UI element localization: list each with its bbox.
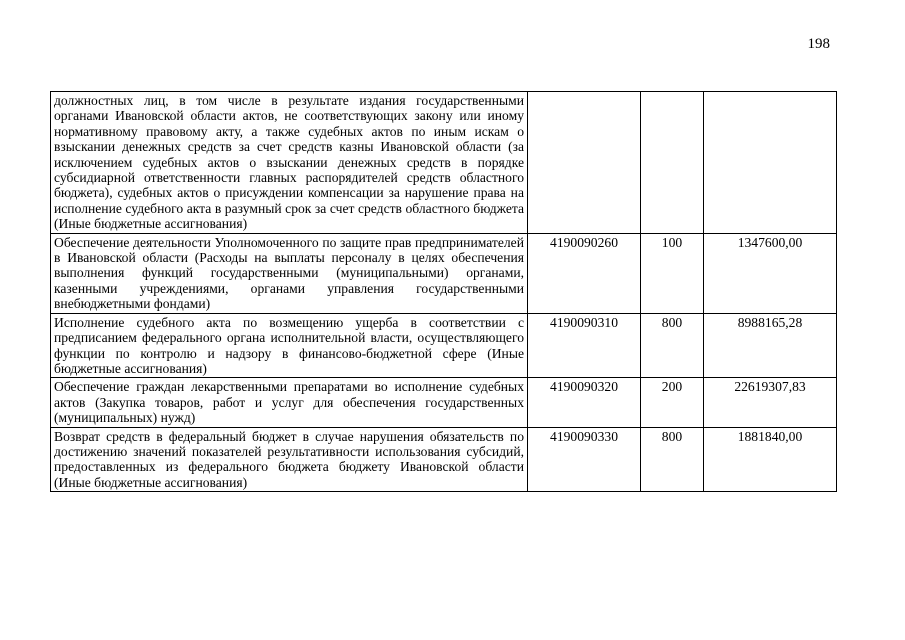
row-amount: 1881840,00 — [704, 427, 837, 492]
row-target-code: 4190090330 — [528, 427, 641, 492]
row-target-code: 4190090320 — [528, 378, 641, 427]
row-description: Обеспечение граждан лекарственными препаратами во исполнение судебных актов (Закупка товаров, работ и услуг для обеспечения государственных (муниципальных) нужд) — [51, 378, 528, 427]
table-row — [51, 92, 837, 234]
row-target-code — [528, 92, 641, 234]
row-description: должностных лиц, в том числе в результате издания государственными органами Ивановской области актов, не соответствующих закону или иному нормативному правовому акту, а также судебных актов по иным искам о взыскании денежных средств за счет средств казны Ивановской области (за исключением судебных актов о взыскании денежных средств в порядке субсидиарной ответственности главных распорядителей средств областного бюджета), судебных актов о присуждении компенсации за нарушение права на исполнение судебного акта в разумный срок за счет средств областного бюджета (Иные бюджетные ассигнования) — [51, 92, 528, 234]
row-description: Исполнение судебного акта по возмещению ущерба в соответствии с предписанием федерального органа исполнительной власти, осуществляющего функции по контролю и надзору в финансово-бюджетной сфере (Иные бюджетные ассигнования) — [51, 313, 528, 378]
table-row — [51, 427, 837, 492]
table-row — [51, 378, 837, 427]
row-expense-type — [641, 92, 704, 234]
table-row — [51, 313, 837, 378]
row-target-code: 4190090260 — [528, 233, 641, 313]
row-description: Возврат средств в федеральный бюджет в случае нарушения обязательств по достижению значений показателей результативности использования субсидий, предоставленных из федерального бюджета бюджету Ивановской области (Иные бюджетные ассигнования) — [51, 427, 528, 492]
page-number: 198 — [807, 36, 830, 52]
row-expense-type: 800 — [641, 427, 704, 492]
table-row — [51, 233, 837, 313]
row-target-code: 4190090310 — [528, 313, 641, 378]
row-expense-type: 100 — [641, 233, 704, 313]
row-description: Обеспечение деятельности Уполномоченного по защите прав предпринимателей в Ивановской области (Расходы на выплаты персоналу в целях обеспечения выполнения функций государственными (муниципальными) органами, казенными учреждениями, органами управления государственными внебюджетными фондами) — [51, 233, 528, 313]
row-amount — [704, 92, 837, 234]
row-amount: 22619307,83 — [704, 378, 837, 427]
budget-table — [50, 91, 837, 492]
row-amount: 8988165,28 — [704, 313, 837, 378]
row-expense-type: 200 — [641, 378, 704, 427]
row-expense-type: 800 — [641, 313, 704, 378]
row-amount: 1347600,00 — [704, 233, 837, 313]
